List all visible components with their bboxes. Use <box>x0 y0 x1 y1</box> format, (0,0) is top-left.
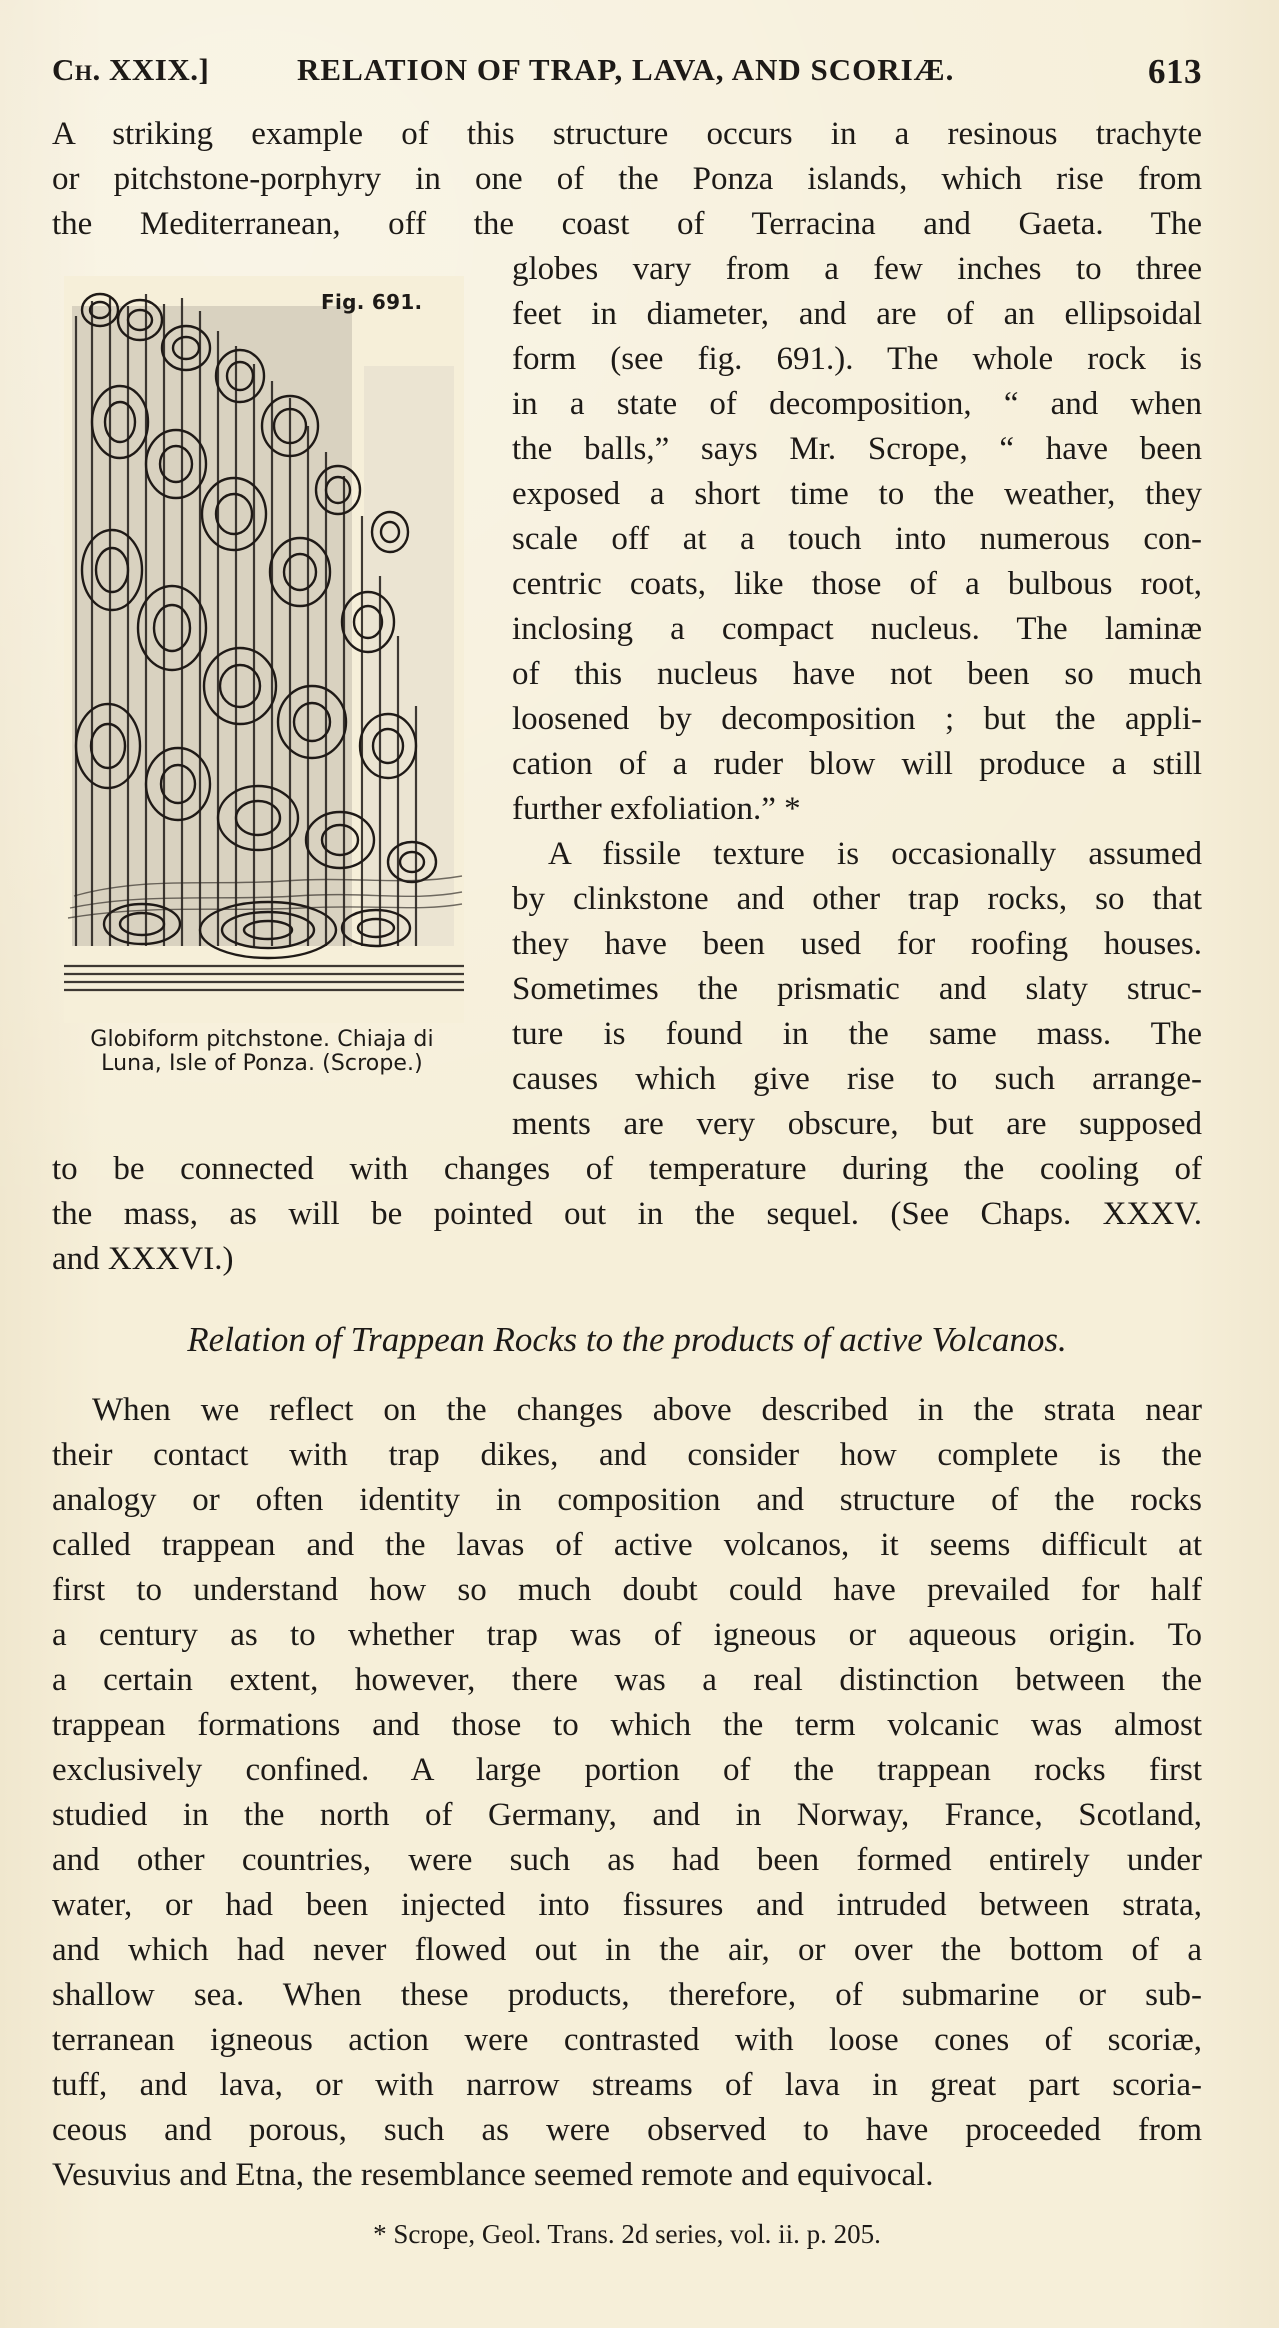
paragraph-2-line-10: and XXXVI.) <box>52 1241 234 1277</box>
paragraph-3-line-3: analogy or often identity in composition and structure of the rocks <box>52 1482 1202 1518</box>
paragraph-3-line-13: and which had never flowed out in the air, or over the bottom of a <box>52 1932 1202 1968</box>
paragraph-2-line-2: by clinkstone and other trap rocks, so that <box>512 881 1202 917</box>
paragraph-2-line-4: Sometimes the prismatic and slaty struc- <box>512 971 1202 1007</box>
paragraph-1-line-7: in a state of decomposition, “ and when <box>512 386 1202 422</box>
paragraph-2-line-1: A fissile texture is occasionally assumed <box>548 836 1202 872</box>
chapter-ref: Ch. XXIX.] <box>52 52 210 87</box>
paragraph-3-line-15: terranean igneous action were contrasted with loose cones of scoriæ, <box>52 2022 1202 2058</box>
paragraph-1-line-10: scale off at a touch into numerous con- <box>512 521 1202 557</box>
paragraph-3-line-6: a century as to whether trap was of igneous or aqueous origin. To <box>52 1617 1202 1653</box>
running-title: RELATION OF TRAP, LAVA, AND SCORIÆ. <box>297 52 955 87</box>
paragraph-1-line-8: the balls,” says Mr. Scrope, “ have been <box>512 431 1202 467</box>
paragraph-1-line-5: feet in diameter, and are of an ellipsoidal <box>512 296 1202 332</box>
paragraph-2-line-7: ments are very obscure, but are supposed <box>512 1106 1202 1142</box>
paragraph-3-line-5: first to understand how so much doubt could have prevailed for half <box>52 1572 1202 1608</box>
footnote: * Scrope, Geol. Trans. 2d series, vol. ii. p. 205. <box>373 2219 881 2249</box>
paragraph-1-line-11: centric coats, like those of a bulbous root, <box>512 566 1202 602</box>
paragraph-1-line-15: cation of a ruder blow will produce a still <box>512 746 1202 782</box>
paragraph-1-line-12: inclosing a compact nucleus. The laminæ <box>512 611 1202 647</box>
paragraph-1-line-6: form (see fig. 691.). The whole rock is <box>512 341 1202 377</box>
paragraph-1-line-4: globes vary from a few inches to three <box>512 251 1202 287</box>
paragraph-2-line-3: they have been used for roofing houses. <box>512 926 1202 962</box>
paragraph-2-line-8: to be connected with changes of temperature during the cooling of <box>52 1151 1202 1187</box>
paragraph-1-line-2: or pitchstone-porphyry in one of the Ponza islands, which rise from <box>52 161 1202 197</box>
figure-label: Fig. 691. <box>321 290 423 314</box>
figure-caption <box>52 1028 472 1076</box>
paragraph-1-line-9: exposed a short time to the weather, they <box>512 476 1202 512</box>
paragraph-2-line-9: the mass, as will be pointed out in the sequel. (See Chaps. XXXV. <box>52 1196 1202 1232</box>
paragraph-3-line-9: exclusively confined. A large portion of the trappean rocks first <box>52 1752 1202 1788</box>
figure-caption-line-1: Globiform pitchstone. Chiaja di <box>90 1027 434 1052</box>
paragraph-1-line-16: further exfoliation.” * <box>512 791 801 827</box>
paragraph-3-line-14: shallow sea. When these products, therefore, of submarine or sub- <box>52 1977 1202 2013</box>
globiform-pitchstone-engraving <box>64 276 464 1023</box>
paragraph-3-line-2: their contact with trap dikes, and consider how complete is the <box>52 1437 1202 1473</box>
figure-691-illustration <box>64 276 464 1023</box>
paragraph-3-line-4: called trappean and the lavas of active volcanos, it seems difficult at <box>52 1527 1202 1563</box>
figure-caption-line-2: Luna, Isle of Ponza. (Scrope.) <box>101 1051 423 1076</box>
paragraph-1-line-1: A striking example of this structure occurs in a resinous trachyte <box>52 116 1202 152</box>
paragraph-3-line-18: Vesuvius and Etna, the resemblance seemed remote and equivocal. <box>52 2157 934 2193</box>
paragraph-2-line-6: causes which give rise to such arrange- <box>512 1061 1202 1097</box>
section-heading: Relation of Trappean Rocks to the products of active Volcanos. <box>187 1320 1067 1359</box>
paragraph-3-line-8: trappean formations and those to which the term volcanic was almost <box>52 1707 1202 1743</box>
page-number: 613 <box>1148 52 1202 91</box>
running-header <box>52 52 1202 94</box>
paragraph-1-line-3: the Mediterranean, off the coast of Terracina and Gaeta. The <box>52 206 1202 242</box>
paragraph-3-line-17: ceous and porous, such as were observed to have proceeded from <box>52 2112 1202 2148</box>
paragraph-2-line-5: ture is found in the same mass. The <box>512 1016 1202 1052</box>
paragraph-3-line-16: tuff, and lava, or with narrow streams of lava in great part scoria- <box>52 2067 1202 2103</box>
paragraph-1-line-13: of this nucleus have not been so much <box>512 656 1202 692</box>
paragraph-3-line-7: a certain extent, however, there was a real distinction between the <box>52 1662 1202 1698</box>
paragraph-1-line-14: loosened by decomposition ; but the appli- <box>512 701 1202 737</box>
paragraph-3-line-11: and other countries, were such as had been formed entirely under <box>52 1842 1202 1878</box>
paragraph-3-line-12: water, or had been injected into fissures and intruded between strata, <box>52 1887 1202 1923</box>
paragraph-3-line-10: studied in the north of Germany, and in Norway, France, Scotland, <box>52 1797 1202 1833</box>
paragraph-3-line-1: When we reflect on the changes above described in the strata near <box>92 1392 1202 1428</box>
